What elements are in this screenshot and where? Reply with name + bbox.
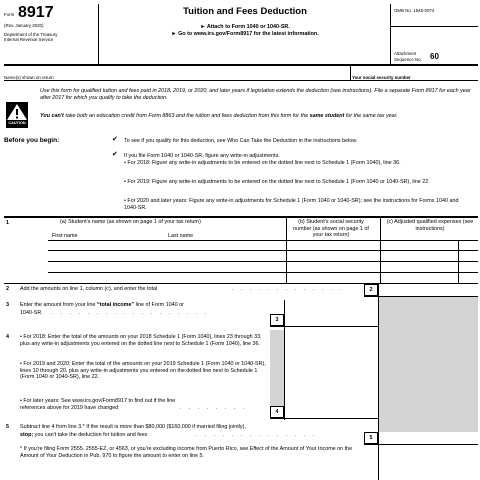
ssn-label: Your social security number: [352, 75, 411, 80]
ssn-field[interactable]: [352, 66, 478, 80]
line4-number: 4: [6, 334, 9, 340]
before-begin-label: Before you begin:: [4, 137, 60, 144]
header-divider-right: [390, 4, 391, 64]
sequence-label: Sequence No.: [394, 57, 422, 62]
line5-dots: . . . . . . . . . . . . . .: [196, 432, 318, 438]
table-row[interactable]: [48, 273, 478, 283]
form-title: Tuition and Fees Deduction: [183, 6, 307, 17]
line4-dots: . . . . . . . .: [180, 405, 248, 411]
table-row[interactable]: [48, 262, 478, 272]
line3-text-a: Enter the amount from your line: [20, 302, 98, 308]
line1-top-rule: [4, 216, 478, 218]
checkmark-icon: ✔: [112, 151, 118, 158]
line3-amount-field[interactable]: [285, 314, 377, 326]
table-row[interactable]: [48, 241, 478, 250]
sequence-number: 60: [430, 52, 439, 61]
department: Department of the Treasury: [4, 32, 58, 37]
line4-para-later-b: references above for 2019 have changed: [20, 405, 119, 411]
line3-bottom-rule: [270, 326, 378, 327]
table-row[interactable]: [48, 251, 478, 261]
website-instruction: ► Go to www.irs.gov/Form8917 for the latest information.: [171, 30, 319, 37]
line3-number: 3: [6, 302, 9, 308]
line4-para-later-a: • For later years: See www.irs.gov/Form8917 to find out if the line: [20, 398, 176, 404]
lines3-4-left-gray-area: [270, 330, 284, 412]
line3-box: 3: [270, 314, 284, 326]
line5-stop: stop;: [20, 432, 34, 438]
name-field[interactable]: [4, 66, 350, 80]
line3-text-bold: “total income”: [97, 302, 135, 308]
col-a-header: (a) Student's name (as shown on page 1 of your tax return): [60, 219, 201, 225]
name-row-bottom-rule: [4, 80, 478, 81]
line2-bottom-rule: [364, 296, 478, 297]
attach-instruction: ► Attach to Form 1040 or 1040-SR.: [200, 24, 290, 30]
line1-number: 1: [6, 220, 9, 226]
line5-footnote: * If you're filing Form 2555, 2555-EZ, or 4563, or you're excluding income from Puerto Rico, see Effect of the Amount of Your Income on the Amount of Your Deduction in Pub. 970 to figure the amount to enter on line 5.: [20, 446, 353, 459]
before-bullet-2020: • For 2020 and later years: Figure any write-in adjustments for Schedule 1 (Form 1040 or 1040-SR); see the instructions for Forms 1040 and 1040-SR.: [124, 198, 459, 211]
before-check-1: To see if you qualify for this deduction, see Who Can Take the Deduction in the instructions below.: [124, 138, 358, 144]
line2-dots: . . . . . . . . . . . . .: [232, 286, 345, 292]
before-bullet-2018: • For 2018: Figure any write-in adjustments to be entered on the dotted line next to Schedule 1 (Form 1040), line 36.: [124, 160, 401, 166]
omb-divider: [390, 26, 478, 27]
form-number-block: [4, 6, 96, 46]
lines3-4-gray-area: [378, 296, 478, 432]
line5-text-b: you can't take the deduction for tuition and fees: [33, 432, 148, 438]
intro-text: Use this form for qualified tuition and fees paid in 2018, 2019, or 2020, and later years if legislation extends the deduction (see instructions). File a separate Form 8917 for each year after 2017 for which you qualify to take the deduction.: [40, 88, 471, 101]
caution-end: for the same tax year.: [344, 113, 398, 119]
line2-number: 2: [6, 286, 9, 292]
header-divider-left: [98, 4, 99, 64]
line2-box: 2: [364, 284, 378, 296]
amount-col-divider: [378, 283, 379, 480]
name-label: Name(s) shown on return: [4, 75, 54, 80]
before-check-2: If you file Form 1040 or 1040-SR, figure any write-in adjustments.: [124, 153, 280, 159]
line3-text: [20, 302, 184, 309]
line5-bottom-rule: [364, 444, 478, 445]
line4-box: 4: [270, 406, 284, 418]
line5-amount-field[interactable]: [379, 432, 478, 444]
line3-text-b: line of Form 1040 or: [134, 302, 184, 308]
line4-para-2018: • For 2018: Enter the total of the amounts on your 2018 Schedule 1 (Form 1040), lines 23 through 33, plus any write-in adjustments you entered on the dotted line next to Schedule 1 (Form 1040), line 36.: [20, 334, 262, 347]
line2-amount-field[interactable]: [379, 284, 478, 296]
checkmark-icon: ✔: [112, 136, 118, 143]
line2-text: Add the amounts on line 1, column (c), and enter the total: [20, 286, 158, 292]
caution-text: [40, 113, 476, 120]
caution-bold-cant: You can't: [40, 113, 64, 119]
omb-block: [394, 6, 478, 64]
col-c-header: (c) Adjusted qualified expenses (see instructions): [386, 219, 474, 232]
line3-text-c: 1040-SR: [20, 310, 42, 316]
form-title-block: [100, 6, 390, 37]
line5-text-a: Subtract line 4 from line 3.* If the result is more than $80,000 ($160,000 if married filing jointly),: [20, 424, 246, 430]
irs-label: Internal Revenue Service: [4, 37, 54, 42]
form-word: Form: [4, 12, 15, 17]
col-b-header: (b) Student's social security number (as shown on page 1 of your tax return): [293, 219, 369, 239]
form-revision: (Rev. January 2020): [4, 23, 44, 28]
line4-para-2019: • For 2019 and 2020: Enter the total of the amounts on your 2019 Schedule 1 (Form 1040 or 1040-SR), lines 10 through 20, plus any write-in adjustments you entered on the dotted line next to Schedule 1 (Form 1040 or 1040-SR), line 22.: [20, 361, 266, 381]
attachment-label: Attachment: [394, 51, 417, 56]
form-number: 8917: [18, 4, 54, 21]
warning-triangle-icon: [6, 103, 28, 121]
caution-rest: take both an education credit from Form 8863 and the tuition and fees deduction from this form for the: [63, 113, 310, 119]
line4-bottom-rule: [270, 418, 378, 419]
caution-icon: [6, 102, 28, 128]
line5-box: 5: [364, 432, 378, 444]
first-name-header: First name: [52, 233, 78, 239]
before-bullet-2019: • For 2019: Figure any write-in adjustments to be entered on the dotted line next to Schedule 1 (Form 1040 or 1040-SR), line 22.: [124, 179, 430, 185]
line4-amount-field[interactable]: [285, 406, 377, 418]
omb-number: OMB No. 1545-0074: [394, 8, 435, 13]
caution-bold-student: same student: [309, 113, 345, 119]
line5-text-line2: [20, 432, 148, 439]
line5-number: 5: [6, 424, 9, 430]
caution-label: CAUTION: [8, 121, 26, 125]
name-ssn-divider: [350, 66, 351, 80]
line3-dots: . . . . . . . . . . . . . . . . . .: [52, 310, 210, 316]
last-name-header: Last name: [168, 233, 194, 239]
